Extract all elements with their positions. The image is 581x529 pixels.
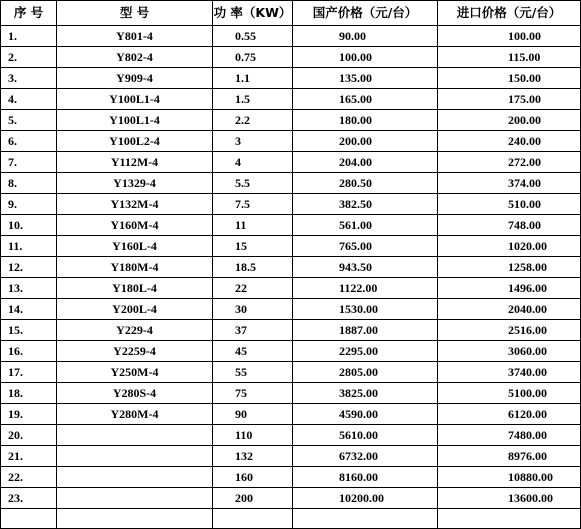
cell-no: 4. [1, 89, 57, 110]
cell-no: 13. [1, 278, 57, 299]
cell-power: 90 [213, 404, 293, 425]
cell-domestic-price: 204.00 [293, 152, 438, 173]
cell-model: Y100L1-4 [57, 89, 213, 110]
table-row [1, 47, 581, 68]
cell-no: 20. [1, 425, 57, 446]
cell-no: 21. [1, 446, 57, 467]
cell-no: 3. [1, 68, 57, 89]
cell-model: Y132M-4 [57, 194, 213, 215]
cell-model: Y2259-4 [57, 341, 213, 362]
cell-domestic-price: 2805.00 [293, 362, 438, 383]
table-row [1, 131, 581, 152]
cell-model: Y229-4 [57, 320, 213, 341]
cell-no: 12. [1, 257, 57, 278]
header-imported-price: 进口价格（元/台） [438, 1, 581, 26]
table-row [1, 257, 581, 278]
header-no: 序 号 [1, 1, 57, 26]
cell-no: 18. [1, 383, 57, 404]
cell-imported-price: 1258.00 [438, 257, 581, 278]
cell-domestic-price: 561.00 [293, 215, 438, 236]
cell-model [57, 467, 213, 488]
cell-model: Y280M-4 [57, 404, 213, 425]
header-row [1, 1, 581, 26]
cell-imported-price: 1496.00 [438, 278, 581, 299]
cell-power: 7.5 [213, 194, 293, 215]
cell-imported-price: 175.00 [438, 89, 581, 110]
empty-row [1, 509, 581, 529]
cell-power: 1.5 [213, 89, 293, 110]
cell-domestic-price: 100.00 [293, 47, 438, 68]
cell-domestic-price: 90.00 [293, 26, 438, 47]
cell-domestic-price: 2295.00 [293, 341, 438, 362]
cell-imported-price: 7480.00 [438, 425, 581, 446]
cell-power: 45 [213, 341, 293, 362]
cell-model: Y160M-4 [57, 215, 213, 236]
table-row [1, 404, 581, 425]
table-row [1, 215, 581, 236]
table-row [1, 383, 581, 404]
cell-imported-price: 13600.00 [438, 488, 581, 509]
cell-no: 9. [1, 194, 57, 215]
cell-imported-price: 115.00 [438, 47, 581, 68]
empty-cell [438, 509, 581, 529]
cell-power: 110 [213, 425, 293, 446]
table-row [1, 152, 581, 173]
cell-model: Y180L-4 [57, 278, 213, 299]
cell-domestic-price: 1887.00 [293, 320, 438, 341]
table-row [1, 68, 581, 89]
cell-imported-price: 5100.00 [438, 383, 581, 404]
cell-imported-price: 510.00 [438, 194, 581, 215]
cell-model: Y250M-4 [57, 362, 213, 383]
cell-no: 16. [1, 341, 57, 362]
cell-imported-price: 8976.00 [438, 446, 581, 467]
cell-imported-price: 748.00 [438, 215, 581, 236]
empty-cell [293, 509, 438, 529]
cell-domestic-price: 10200.00 [293, 488, 438, 509]
header-domestic-price: 国产价格（元/台） [293, 1, 438, 26]
cell-model [57, 425, 213, 446]
cell-no: 15. [1, 320, 57, 341]
cell-imported-price: 1020.00 [438, 236, 581, 257]
cell-imported-price: 240.00 [438, 131, 581, 152]
cell-no: 19. [1, 404, 57, 425]
cell-power: 22 [213, 278, 293, 299]
cell-no: 2. [1, 47, 57, 68]
table-row [1, 173, 581, 194]
cell-no: 11. [1, 236, 57, 257]
cell-imported-price: 3740.00 [438, 362, 581, 383]
cell-model: Y200L-4 [57, 299, 213, 320]
cell-imported-price: 100.00 [438, 26, 581, 47]
cell-imported-price: 374.00 [438, 173, 581, 194]
cell-no: 6. [1, 131, 57, 152]
cell-model: Y909-4 [57, 68, 213, 89]
table-body [1, 26, 581, 529]
cell-imported-price: 150.00 [438, 68, 581, 89]
cell-power: 1.1 [213, 68, 293, 89]
cell-power: 0.75 [213, 47, 293, 68]
cell-power: 75 [213, 383, 293, 404]
cell-model: Y801-4 [57, 26, 213, 47]
header-power: 功 率（KW） [213, 1, 293, 26]
cell-no: 1. [1, 26, 57, 47]
table-row [1, 110, 581, 131]
empty-cell [57, 509, 213, 529]
cell-power: 132 [213, 446, 293, 467]
cell-no: 10. [1, 215, 57, 236]
table-row [1, 194, 581, 215]
cell-no: 17. [1, 362, 57, 383]
table-row [1, 341, 581, 362]
cell-domestic-price: 1530.00 [293, 299, 438, 320]
cell-model: Y160L-4 [57, 236, 213, 257]
cell-domestic-price: 1122.00 [293, 278, 438, 299]
table-row [1, 467, 581, 488]
cell-power: 5.5 [213, 173, 293, 194]
cell-model: Y180M-4 [57, 257, 213, 278]
cell-domestic-price: 200.00 [293, 131, 438, 152]
cell-model: Y802-4 [57, 47, 213, 68]
cell-imported-price: 6120.00 [438, 404, 581, 425]
table-row [1, 278, 581, 299]
cell-power: 2.2 [213, 110, 293, 131]
table-row [1, 299, 581, 320]
cell-imported-price: 10880.00 [438, 467, 581, 488]
cell-no: 8. [1, 173, 57, 194]
cell-power: 4 [213, 152, 293, 173]
cell-power: 11 [213, 215, 293, 236]
cell-imported-price: 2040.00 [438, 299, 581, 320]
cell-power: 3 [213, 131, 293, 152]
table-row [1, 320, 581, 341]
cell-power: 37 [213, 320, 293, 341]
cell-domestic-price: 765.00 [293, 236, 438, 257]
cell-power: 160 [213, 467, 293, 488]
cell-power: 0.55 [213, 26, 293, 47]
cell-power: 15 [213, 236, 293, 257]
cell-no: 5. [1, 110, 57, 131]
cell-no: 23. [1, 488, 57, 509]
cell-model: Y112M-4 [57, 152, 213, 173]
cell-domestic-price: 180.00 [293, 110, 438, 131]
cell-model [57, 488, 213, 509]
cell-domestic-price: 8160.00 [293, 467, 438, 488]
cell-imported-price: 3060.00 [438, 341, 581, 362]
table-row [1, 26, 581, 47]
cell-model: Y100L1-4 [57, 110, 213, 131]
empty-cell [1, 509, 57, 529]
table-row [1, 89, 581, 110]
cell-no: 7. [1, 152, 57, 173]
table-row [1, 425, 581, 446]
cell-imported-price: 200.00 [438, 110, 581, 131]
cell-no: 22. [1, 467, 57, 488]
cell-domestic-price: 382.50 [293, 194, 438, 215]
cell-domestic-price: 280.50 [293, 173, 438, 194]
cell-domestic-price: 165.00 [293, 89, 438, 110]
cell-power: 200 [213, 488, 293, 509]
cell-model [57, 446, 213, 467]
table-row [1, 362, 581, 383]
cell-domestic-price: 3825.00 [293, 383, 438, 404]
cell-domestic-price: 4590.00 [293, 404, 438, 425]
cell-domestic-price: 5610.00 [293, 425, 438, 446]
cell-power: 18.5 [213, 257, 293, 278]
cell-imported-price: 272.00 [438, 152, 581, 173]
header-model: 型 号 [57, 1, 213, 26]
table-row [1, 488, 581, 509]
cell-model: Y100L2-4 [57, 131, 213, 152]
table-row [1, 236, 581, 257]
cell-domestic-price: 6732.00 [293, 446, 438, 467]
cell-power: 55 [213, 362, 293, 383]
cell-model: Y280S-4 [57, 383, 213, 404]
empty-cell [213, 509, 293, 529]
cell-domestic-price: 135.00 [293, 68, 438, 89]
cell-power: 30 [213, 299, 293, 320]
cell-domestic-price: 943.50 [293, 257, 438, 278]
cell-imported-price: 2516.00 [438, 320, 581, 341]
table-row [1, 446, 581, 467]
cell-model: Y1329-4 [57, 173, 213, 194]
cell-no: 14. [1, 299, 57, 320]
